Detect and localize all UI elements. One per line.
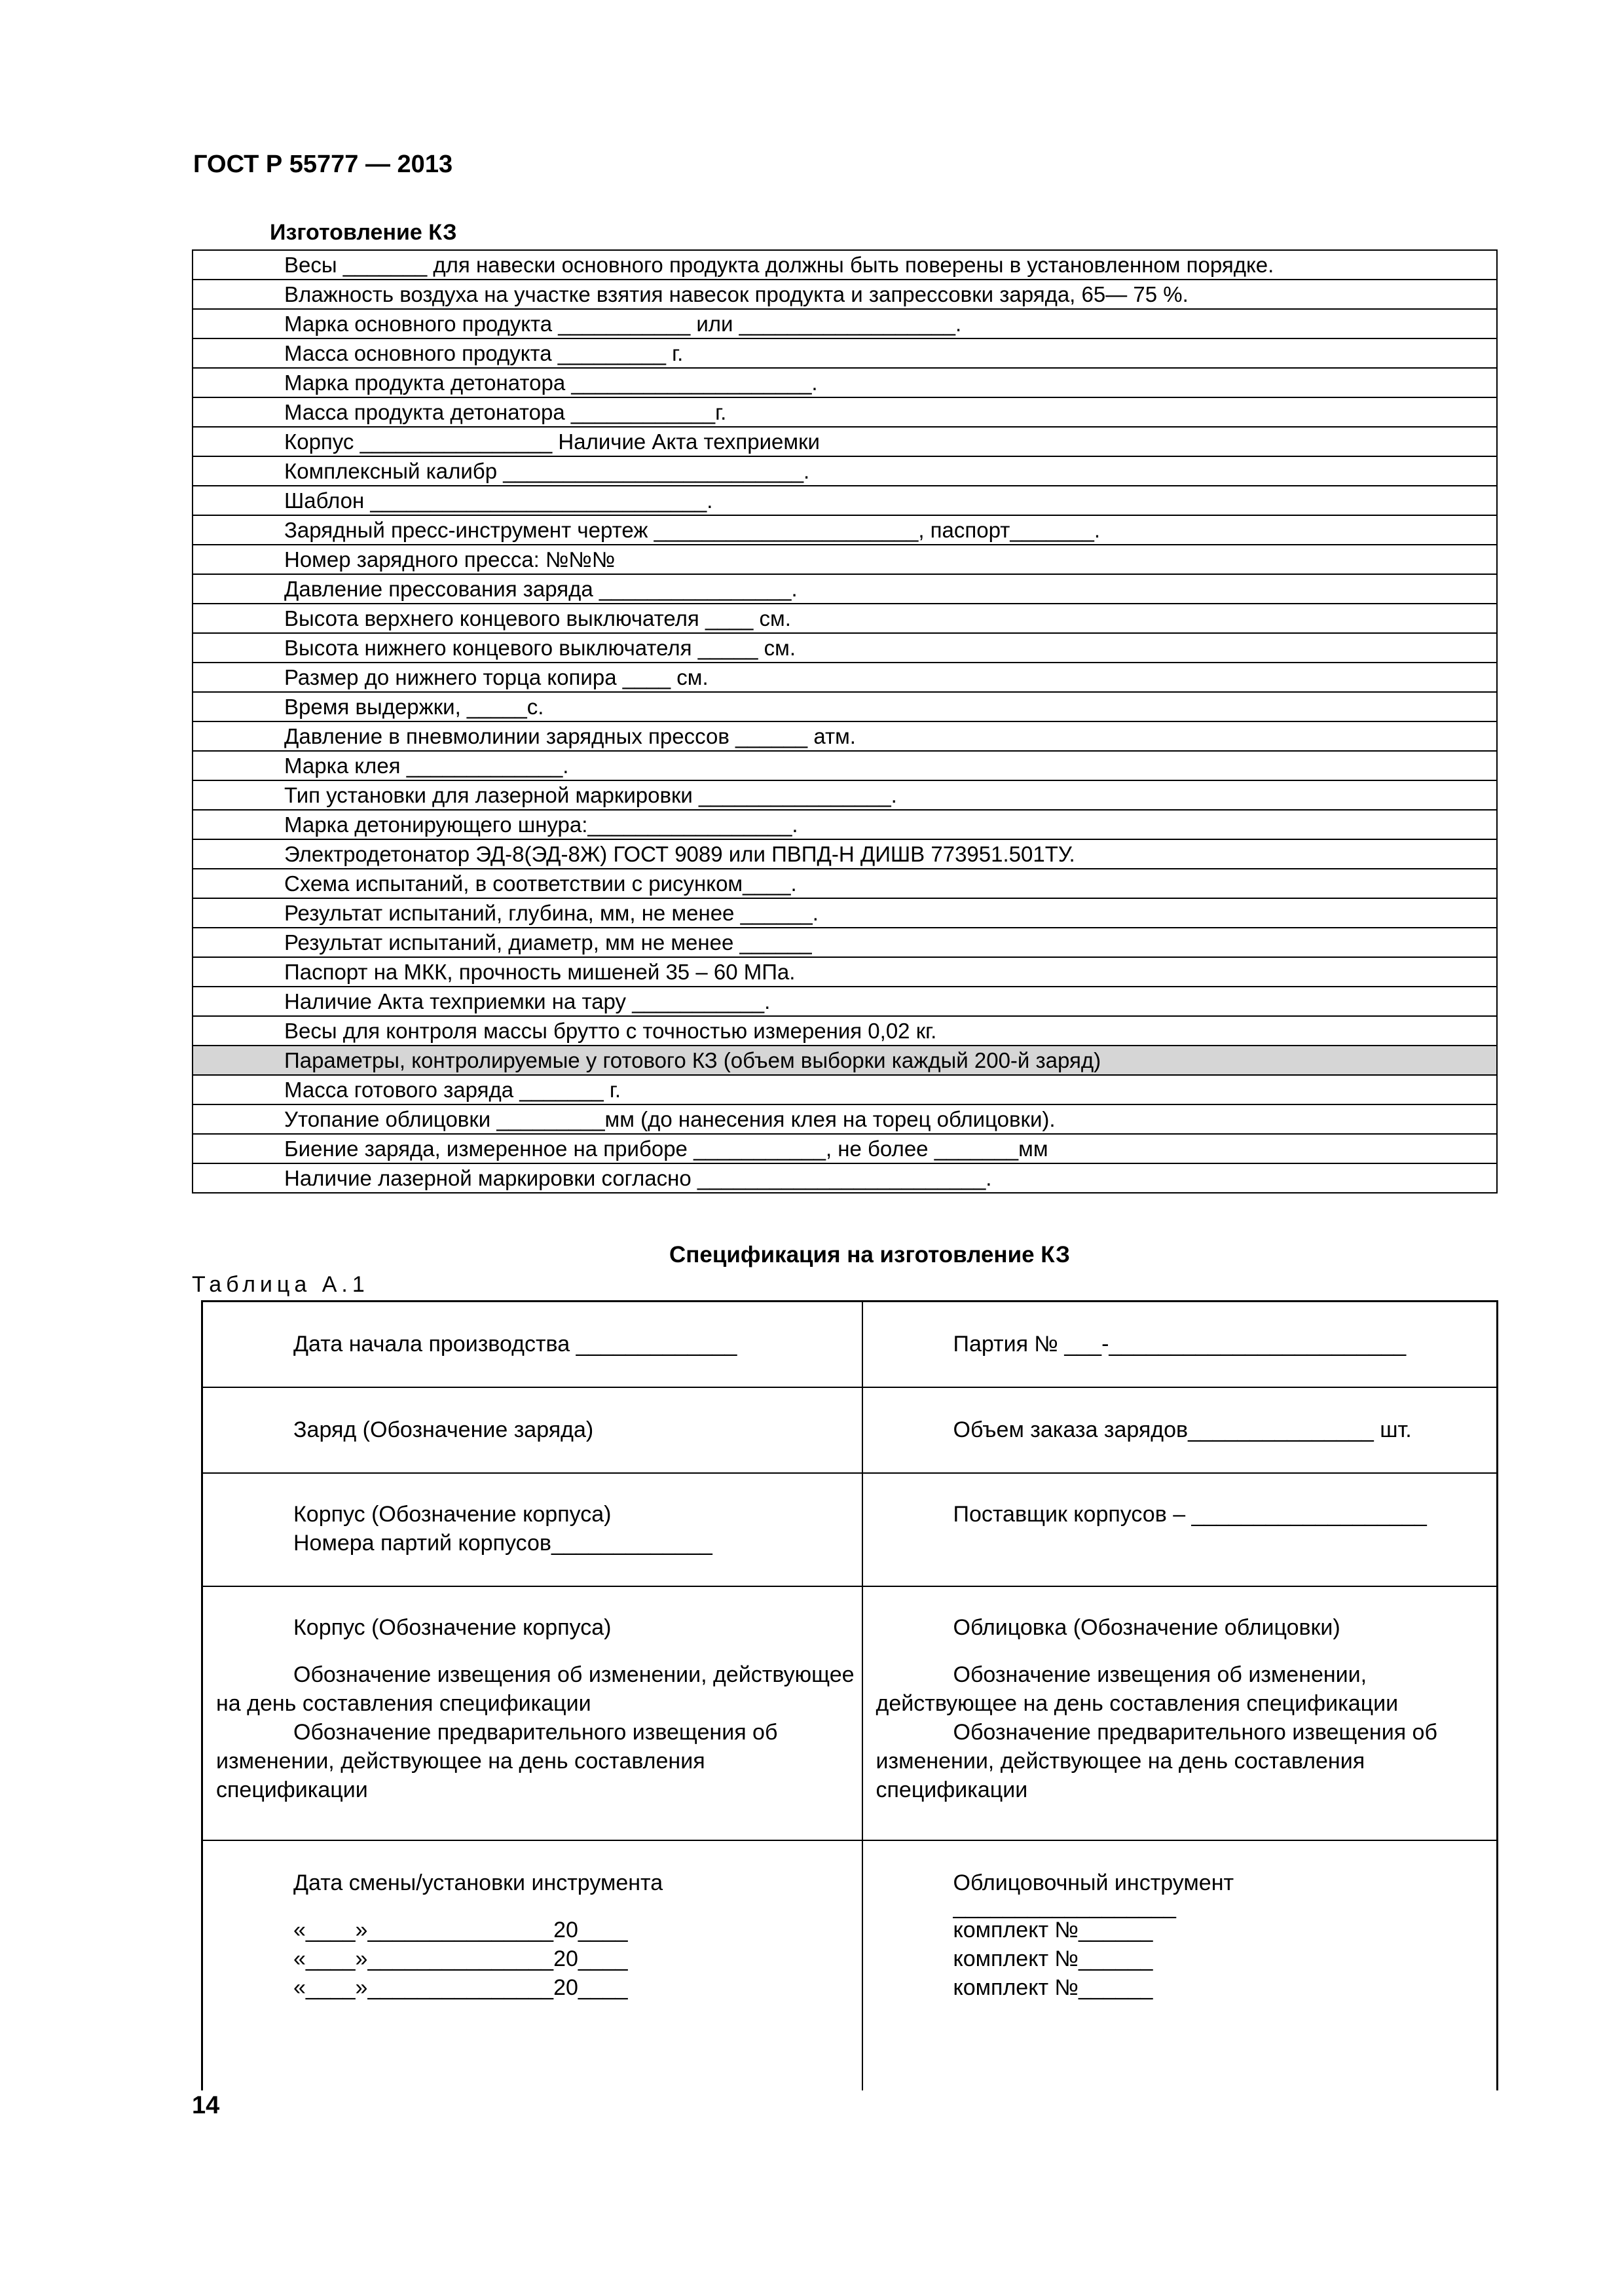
table-row-text: Время выдержки, _____с. — [193, 692, 1497, 721]
table-row-text: Марка основного продукта ___________ или __________________. — [193, 309, 1497, 338]
table-row-text: Схема испытаний, в соответствии с рисунком____. — [193, 869, 1497, 898]
lining-tool-title: Облицовочный инструмент — [953, 1870, 1234, 1895]
date-line: «____»_______________20____ — [293, 1975, 628, 2000]
table-row — [193, 250, 1497, 280]
table-row-text: Масса готового заряда _______ г. — [193, 1075, 1497, 1104]
table-row-text: Результат испытаний, глубина, мм, не менее ______. — [193, 898, 1497, 928]
table-row-text: Параметры, контролируемые у готового КЗ (объем выборки каждый 200-й заряд) — [193, 1046, 1497, 1075]
table-row-text: Наличие лазерной маркировки согласно ________________________. — [193, 1163, 1497, 1193]
table-row-text: Размер до нижнего торца копира ____ см. — [193, 663, 1497, 692]
set-line: комплект №______ — [953, 1917, 1153, 1942]
set-line: комплект №______ — [953, 1946, 1153, 1971]
table-row-text: Давление в пневмолинии зарядных прессов ______ атм. — [193, 721, 1497, 751]
table-row-text: Масса продукта детонатора ____________г. — [193, 397, 1497, 427]
table-row-text: Комплексный калибр _________________________. — [193, 456, 1497, 486]
section-title: Изготовление КЗ — [270, 220, 457, 245]
batch-number: Партия № ___-________________________ — [953, 1332, 1407, 1357]
table-row — [193, 280, 1497, 309]
table-row — [193, 957, 1497, 987]
table-row — [193, 692, 1497, 721]
table-row-text: Марка детонирующего шнура:_________________. — [193, 810, 1497, 839]
spec-row — [202, 1387, 1498, 1473]
table-row — [193, 604, 1497, 633]
manufacturing-table — [192, 249, 1498, 1194]
table-row-text: Наличие Акта техприемки на тару ___________. — [193, 987, 1497, 1016]
spec-row — [202, 1586, 1498, 1840]
page-number: 14 — [192, 2092, 220, 2119]
spec-cell — [202, 1473, 862, 1586]
table-row-text: Марка продукта детонатора ____________________. — [193, 368, 1497, 397]
body-designation: Корпус (Обозначение корпуса) — [293, 1501, 612, 1527]
table-row-text: Весы _______ для навески основного продукта должны быть поверены в установленном порядке. — [193, 250, 1497, 280]
table-row — [193, 928, 1497, 957]
table-row — [193, 663, 1497, 692]
spec-cell — [862, 1473, 1498, 1586]
table-row-text: Тип установки для лазерной маркировки ________________. — [193, 780, 1497, 810]
order-volume: Объем заказа зарядов_______________ шт. — [953, 1417, 1412, 1442]
body-designation-title: Корпус (Обозначение корпуса) — [293, 1614, 612, 1640]
table-row — [193, 1104, 1497, 1134]
production-start-date: Дата начала производства _____________ — [293, 1332, 737, 1357]
table-row — [193, 780, 1497, 810]
table-row — [193, 486, 1497, 515]
table-row-text: Весы для контроля массы брутто с точностью измерения 0,02 кг. — [193, 1016, 1497, 1046]
charge-designation: Заряд (Обозначение заряда) — [293, 1417, 594, 1442]
table-row — [193, 898, 1497, 928]
date-line: «____»_______________20____ — [293, 1946, 628, 1971]
date-line: «____»_______________20____ — [293, 1917, 628, 1942]
spec-cell — [862, 1586, 1498, 1840]
table-row — [193, 839, 1497, 869]
spec-cell — [862, 1840, 1498, 2090]
blank-line: __________________ — [953, 1893, 1176, 1919]
table-row — [193, 338, 1497, 368]
spec-cell — [862, 1387, 1498, 1473]
document-header: ГОСТ Р 55777 — 2013 — [193, 151, 453, 178]
table-row-text: Результат испытаний, диаметр, мм не менее ______ — [193, 928, 1497, 957]
preliminary-change-notice: Обозначение предварительного извещения об изменении, действующее на день составления спецификации — [216, 1719, 778, 1802]
table-row — [193, 810, 1497, 839]
table-row-text: Давление прессования заряда ________________. — [193, 574, 1497, 604]
body-batch-numbers: Номера партий корпусов_____________ — [293, 1530, 712, 1556]
table-row — [193, 309, 1497, 338]
spec-row — [202, 1302, 1498, 1387]
table-row — [193, 1163, 1497, 1193]
table-row-text: Зарядный пресс-инструмент чертеж ______________________, паспорт_______. — [193, 515, 1497, 545]
spec-cell — [202, 1302, 862, 1387]
table-row-text: Биение заряда, измеренное на приборе ___________, не более _______мм — [193, 1134, 1497, 1163]
change-notice: Обозначение извещения об изменении, действующее на день составления спецификации — [216, 1662, 855, 1716]
spec-cell — [862, 1302, 1498, 1387]
table-row — [193, 633, 1497, 663]
set-line: комплект №______ — [953, 1975, 1153, 2000]
preliminary-change-notice: Обозначение предварительного извещения об изменении, действующее на день составления спецификации — [876, 1719, 1437, 1802]
table-row-text: Высота верхнего концевого выключателя ____ см. — [193, 604, 1497, 633]
table-row — [193, 427, 1497, 456]
table-row — [193, 987, 1497, 1016]
table-row-text: Влажность воздуха на участке взятия навесок продукта и запрессовки заряда, 65— 75 %. — [193, 280, 1497, 309]
table-row — [193, 1075, 1497, 1104]
table-row — [193, 456, 1497, 486]
table-row — [193, 721, 1497, 751]
table-row-text: Утопание облицовки _________мм (до нанесения клея на торец облицовки). — [193, 1104, 1497, 1134]
specification-table — [201, 1300, 1498, 2090]
body-supplier: Поставщик корпусов – ___________________ — [953, 1501, 1427, 1527]
table-label: Таблица А.1 — [192, 1272, 369, 1297]
table-row — [193, 1134, 1497, 1163]
spec-row — [202, 1473, 1498, 1586]
change-notice: Обозначение извещения об изменении, действующее на день составления спецификации — [876, 1662, 1399, 1716]
table-row — [193, 869, 1497, 898]
table-row-text: Паспорт на МКК, прочность мишеней 35 – 60 МПа. — [193, 957, 1497, 987]
table-row — [193, 368, 1497, 397]
spec-cell — [202, 1387, 862, 1473]
spec-cell — [202, 1840, 862, 2090]
table-row-text: Масса основного продукта _________ г. — [193, 338, 1497, 368]
table-row-text: Шаблон ____________________________. — [193, 486, 1497, 515]
table-row-text: Корпус ________________ Наличие Акта техприемки — [193, 427, 1497, 456]
table-row — [193, 545, 1497, 574]
table-row-text: Номер зарядного пресса: №№№ — [193, 545, 1497, 574]
table-row — [193, 515, 1497, 545]
table-row — [193, 1046, 1497, 1075]
lining-designation-title: Облицовка (Обозначение облицовки) — [953, 1614, 1340, 1640]
table-row — [193, 397, 1497, 427]
table-row — [193, 751, 1497, 780]
spec-cell — [202, 1586, 862, 1840]
table-row — [193, 1016, 1497, 1046]
table-row-text: Высота нижнего концевого выключателя _____ см. — [193, 633, 1497, 663]
tool-change-date-title: Дата смены/установки инструмента — [293, 1870, 663, 1895]
spec-row — [202, 1840, 1498, 2090]
specification-title: Спецификация на изготовление КЗ — [669, 1242, 1070, 1267]
table-row-text: Марка клея _____________. — [193, 751, 1497, 780]
table-row-text: Электродетонатор ЭД-8(ЭД-8Ж) ГОСТ 9089 или ПВПД-Н ДИШВ 773951.501ТУ. — [193, 839, 1497, 869]
table-row — [193, 574, 1497, 604]
